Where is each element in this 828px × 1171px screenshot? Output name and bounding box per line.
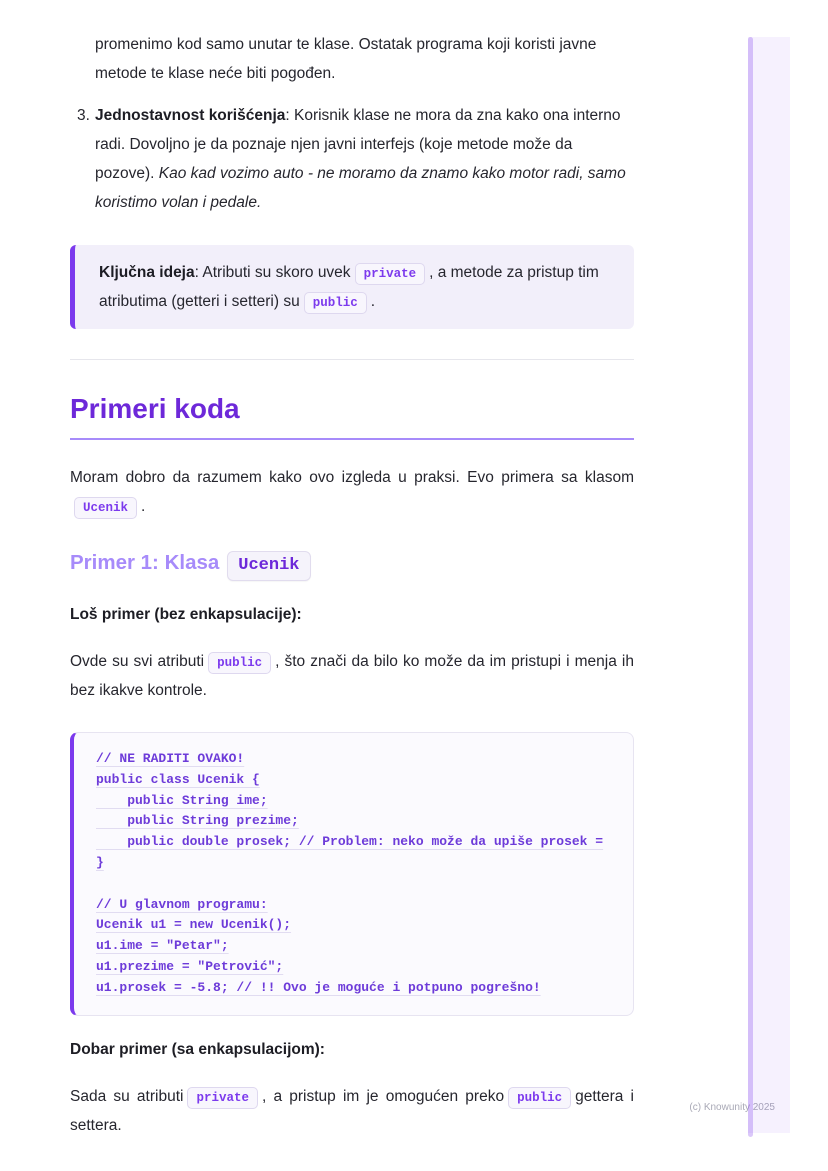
good-example-text-1: Sada su atributi bbox=[70, 1087, 184, 1105]
intro-paragraph bbox=[95, 30, 634, 88]
code-line-text: u1.prezime = "Petrović"; bbox=[96, 958, 284, 974]
code-line bbox=[96, 791, 633, 812]
subsection-heading bbox=[70, 551, 634, 581]
inline-code-chip-public-3: public bbox=[508, 1087, 571, 1109]
callout-text-3: . bbox=[370, 293, 376, 310]
list-item-bold-lead: Jednostavnost korišćenja bbox=[95, 107, 286, 124]
inline-code-chip-public-2: public bbox=[208, 652, 271, 674]
list-item-text: : Korisnik klase ne mora da zna kako ona interno radi. Dovoljno je da poznaje njen javni interfejs (koje metode može da pozove). bbox=[95, 107, 621, 182]
heading-code-chip-ucenik: Ucenik bbox=[227, 551, 310, 581]
code-line-text: u1.prosek = -5.8; // !! Ovo je moguće i potpuno pogrešno! bbox=[96, 979, 541, 995]
subsection-heading-text: Primer 1: Klasa bbox=[70, 551, 220, 574]
list-item-body bbox=[95, 101, 634, 217]
callout-text-1: : Atributi su skoro uvek bbox=[194, 264, 351, 281]
section-divider bbox=[70, 359, 634, 360]
code-line bbox=[96, 770, 633, 791]
page-content bbox=[70, 0, 634, 1140]
code-line bbox=[96, 811, 633, 832]
page-edge-bar-stripe bbox=[748, 37, 753, 1137]
bad-example-text-1: Ovde su svi atributi bbox=[70, 653, 205, 670]
code-line-text: u1.ime = "Petar"; bbox=[96, 938, 229, 954]
section-intro-paragraph bbox=[70, 463, 634, 521]
code-line bbox=[96, 895, 633, 916]
code-line bbox=[96, 749, 633, 770]
code-line-text: // NE RADITI OVAKO! bbox=[96, 751, 245, 766]
code-line bbox=[96, 832, 633, 853]
footer-copyright: (c) Knowunity 2025 bbox=[689, 1102, 775, 1113]
list-item-italic-text: Kao kad vozimo auto - ne moramo da znamo kako motor radi, samo koristimo volan i pedale. bbox=[95, 165, 626, 211]
key-idea-callout bbox=[70, 245, 634, 329]
section-title: Primeri koda bbox=[70, 393, 634, 440]
code-line-text: public String prezime; bbox=[96, 813, 299, 829]
intro-paragraph-text: promenimo kod samo unutar te klase. Ostatak programa koji koristi javne metode te klase neće biti pogođen. bbox=[95, 36, 597, 82]
page-edge-bar bbox=[748, 37, 790, 1133]
code-line bbox=[96, 936, 633, 957]
code-line-text: // U glavnom programu: bbox=[96, 896, 268, 912]
list-item-number: 3. bbox=[77, 107, 90, 124]
code-line-text: } bbox=[96, 854, 104, 870]
code-line-text: public double prosek; // Problem: neko može da upiše prosek = bbox=[96, 834, 604, 850]
inline-code-chip-private: private bbox=[355, 263, 426, 285]
bad-example-paragraph bbox=[70, 647, 634, 705]
code-line bbox=[96, 978, 633, 999]
inline-code-chip-ucenik: Ucenik bbox=[74, 497, 137, 519]
numbered-list-item bbox=[70, 101, 634, 217]
callout-text-2: , a metode za pristup tim atributima (getteri i setteri) su bbox=[99, 264, 599, 310]
callout-bold-lead: Ključna ideja bbox=[99, 264, 195, 281]
section-intro-end: . bbox=[141, 498, 146, 515]
inline-code-chip-private-2: private bbox=[187, 1087, 258, 1109]
section-intro-text: Moram dobro da razumem kako ovo izgleda u praksi. Evo primera sa klasom bbox=[70, 469, 634, 486]
code-line-text: public String ime; bbox=[96, 792, 268, 808]
code-line bbox=[96, 853, 633, 874]
code-line-text: Ucenik u1 = new Ucenik(); bbox=[96, 917, 292, 933]
good-example-text-2: , a pristup im je omogućen preko bbox=[261, 1087, 505, 1105]
code-block-bad-example bbox=[70, 732, 634, 1016]
code-line-text: public class Ucenik { bbox=[96, 771, 260, 787]
code-line bbox=[96, 915, 633, 936]
bad-example-text-2: , što znači da bilo ko može da im pristupi i menja ih bez ikakve kontrole. bbox=[70, 653, 634, 699]
code-line bbox=[96, 874, 633, 895]
inline-code-chip-public: public bbox=[304, 292, 367, 314]
code-line bbox=[96, 957, 633, 978]
good-example-label: Dobar primer (sa enkapsulacijom): bbox=[70, 1040, 325, 1058]
good-example-text-3: gettera i settera. bbox=[70, 1087, 634, 1134]
bad-example-label: Loš primer (bez enkapsulacije): bbox=[70, 606, 302, 623]
good-example-paragraph bbox=[70, 1082, 634, 1140]
